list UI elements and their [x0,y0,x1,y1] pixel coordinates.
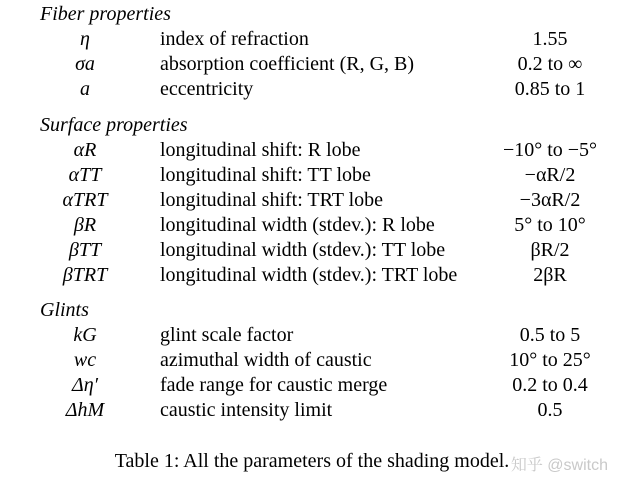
description-cell: longitudinal shift: R lobe [160,139,361,161]
section-title-fiber: Fiber properties [40,3,171,25]
symbol-cell: η [80,28,90,50]
symbol-cell: kG [73,324,97,346]
value-cell: 2βR [533,264,567,286]
table-row [0,189,624,214]
description-cell: longitudinal width (stdev.): R lobe [160,214,435,236]
symbol-cell: Δη′ [71,374,99,396]
value-cell: 0.2 to ∞ [517,53,583,75]
description-cell: longitudinal shift: TT lobe [160,164,371,186]
table-row [0,239,624,264]
table-row [0,53,624,78]
symbol-cell: αTRT [62,189,108,211]
symbol-cell: βTT [68,239,102,261]
watermark: 知乎 @switch [510,457,608,474]
symbol-cell: βTRT [62,264,108,286]
symbol-cell: βR [73,214,97,236]
description-cell: index of refraction [160,28,309,50]
description-cell: fade range for caustic merge [160,374,388,396]
value-cell: 5° to 10° [514,214,586,236]
description-cell: glint scale factor [160,324,294,346]
value-cell: 0.5 to 5 [519,324,581,346]
section-title-surface: Surface properties [40,114,188,136]
value-cell: −10° to −5° [502,139,598,161]
symbol-cell: a [80,78,90,100]
table-row [0,264,624,289]
table-row [0,349,624,374]
section-title-glints: Glints [40,299,89,321]
description-cell: longitudinal shift: TRT lobe [160,189,384,211]
symbol-cell: αR [73,139,97,161]
description-cell: caustic intensity limit [160,399,333,421]
value-cell: βR/2 [530,239,570,261]
value-cell: 10° to 25° [509,349,591,371]
value-cell: 0.85 to 1 [514,78,586,100]
value-cell: −αR/2 [524,164,576,186]
description-cell: absorption coefficient (R, G, B) [160,53,415,75]
value-cell: 0.2 to 0.4 [512,374,588,396]
value-cell: 1.55 [532,28,568,50]
description-cell: longitudinal width (stdev.): TRT lobe [160,264,458,286]
table-caption: Table 1: All the parameters of the shading model. [114,450,510,472]
value-cell: 0.5 [537,399,563,421]
description-cell: azimuthal width of caustic [160,349,372,371]
description-cell: eccentricity [160,78,254,100]
table-row [0,28,624,53]
description-cell: longitudinal width (stdev.): TT lobe [160,239,446,261]
table-row [0,164,624,189]
symbol-cell: σa [75,53,95,75]
table-row [0,399,624,424]
symbol-cell: αTT [68,164,102,186]
table-row [0,139,624,164]
value-cell: −3αR/2 [519,189,581,211]
symbol-cell: ΔhM [65,399,105,421]
table-row [0,324,624,349]
symbol-cell: wc [73,349,97,371]
table-row [0,214,624,239]
table-row [0,374,624,399]
table-row [0,78,624,103]
